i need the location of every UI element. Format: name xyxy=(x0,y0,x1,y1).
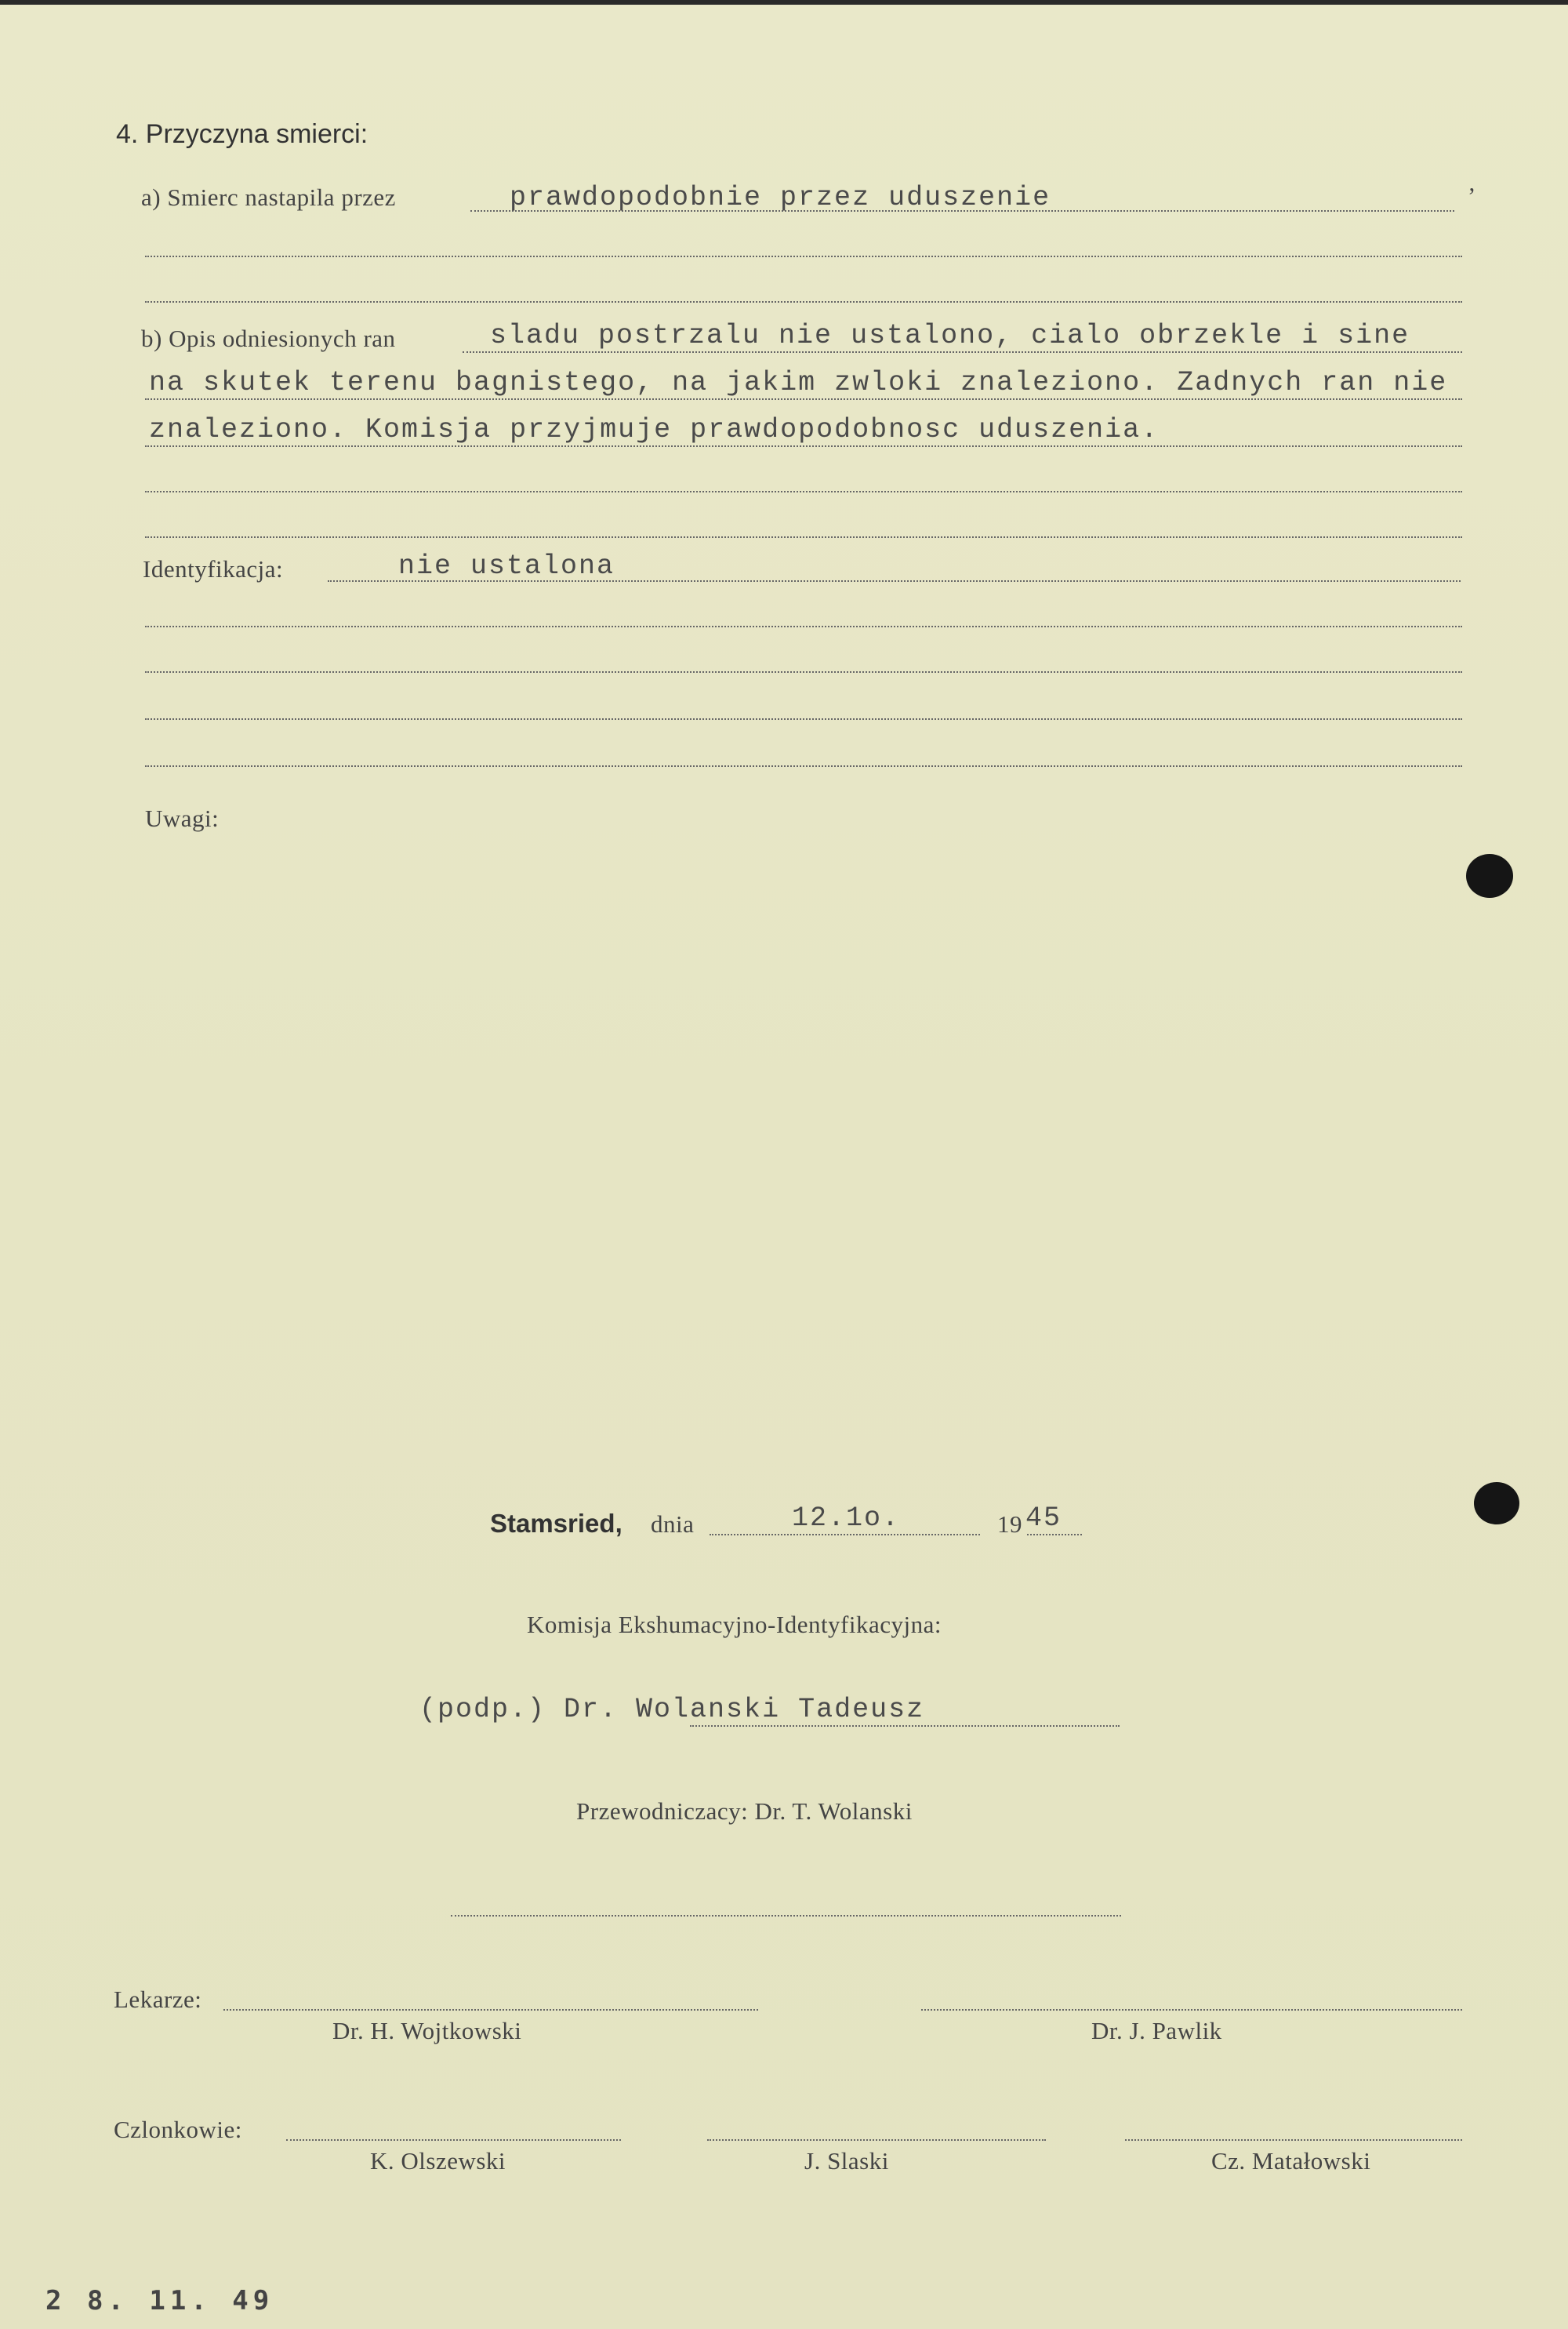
year-prefix: 19 xyxy=(997,1510,1022,1538)
cause-b-line1: sladu postrzalu nie ustalono, cialo obrzekle i sine xyxy=(490,320,1410,351)
commission-title: Komisja Ekshumacyjno-Identyfikacyjna: xyxy=(527,1611,942,1638)
date-stamp: 2 8. 11. 49 xyxy=(45,2285,274,2316)
members-label: Czlonkowie: xyxy=(114,2116,242,2143)
member-name: Cz. Matałowski xyxy=(1211,2147,1371,2175)
dotted-line xyxy=(145,491,1462,492)
member-name: K. Olszewski xyxy=(370,2147,506,2175)
remarks-label: Uwagi: xyxy=(145,805,220,832)
dotted-line xyxy=(145,718,1462,720)
dotted-line xyxy=(286,2139,621,2141)
commission-chairman: Przewodniczacy: Dr. T. Wolanski xyxy=(576,1797,913,1825)
dotted-line xyxy=(1125,2139,1462,2141)
dotted-line xyxy=(223,2009,758,2011)
dotted-line xyxy=(145,671,1462,673)
date-label: dnia xyxy=(651,1510,695,1538)
dotted-line xyxy=(145,256,1462,257)
punch-hole-mark xyxy=(1466,854,1513,898)
dotted-line xyxy=(145,301,1462,303)
dotted-line xyxy=(145,445,1462,447)
doctor-name: Dr. H. Wojtkowski xyxy=(332,2017,522,2044)
dotted-line xyxy=(707,2139,1046,2141)
identification-label: Identyfikacja: xyxy=(143,555,284,583)
dotted-line xyxy=(145,765,1462,767)
dotted-line xyxy=(1027,1534,1082,1535)
doctors-label: Lekarze: xyxy=(114,1986,202,2013)
punch-hole-mark xyxy=(1474,1482,1519,1524)
cause-a-trailing: ’ xyxy=(1468,182,1476,209)
commission-signed: (podp.) Dr. Wolanski Tadeusz xyxy=(419,1694,925,1725)
cause-b-label: b) Opis odniesionych ran xyxy=(141,325,396,352)
dotted-line xyxy=(710,1534,980,1535)
dotted-line xyxy=(451,1915,1121,1917)
dotted-line xyxy=(145,398,1462,400)
cause-b-line3: znaleziono. Komisja przyjmuje prawdopodobnosc uduszenia. xyxy=(149,414,1160,445)
identification-value: nie ustalona xyxy=(398,550,615,582)
cause-a-value: prawdopodobnie przez uduszenie xyxy=(510,182,1051,213)
member-name: J. Slaski xyxy=(804,2147,889,2175)
cause-a-label: a) Smierc nastapila przez xyxy=(141,183,396,211)
year-value: 45 xyxy=(1025,1502,1062,1534)
doctor-name: Dr. J. Pawlik xyxy=(1091,2017,1222,2044)
place-name: Stamsried, xyxy=(490,1509,622,1538)
dotted-line xyxy=(145,626,1462,627)
section-heading: 4. Przyczyna smierci: xyxy=(116,119,368,149)
dotted-line xyxy=(145,536,1462,538)
date-value: 12.1o. xyxy=(792,1502,901,1534)
dotted-line xyxy=(690,1725,1120,1727)
dotted-line xyxy=(463,351,1462,353)
cause-b-line2: na skutek terenu bagnistego, na jakim zwloki znaleziono. Zadnych ran nie xyxy=(149,367,1448,398)
dotted-line xyxy=(921,2009,1462,2011)
